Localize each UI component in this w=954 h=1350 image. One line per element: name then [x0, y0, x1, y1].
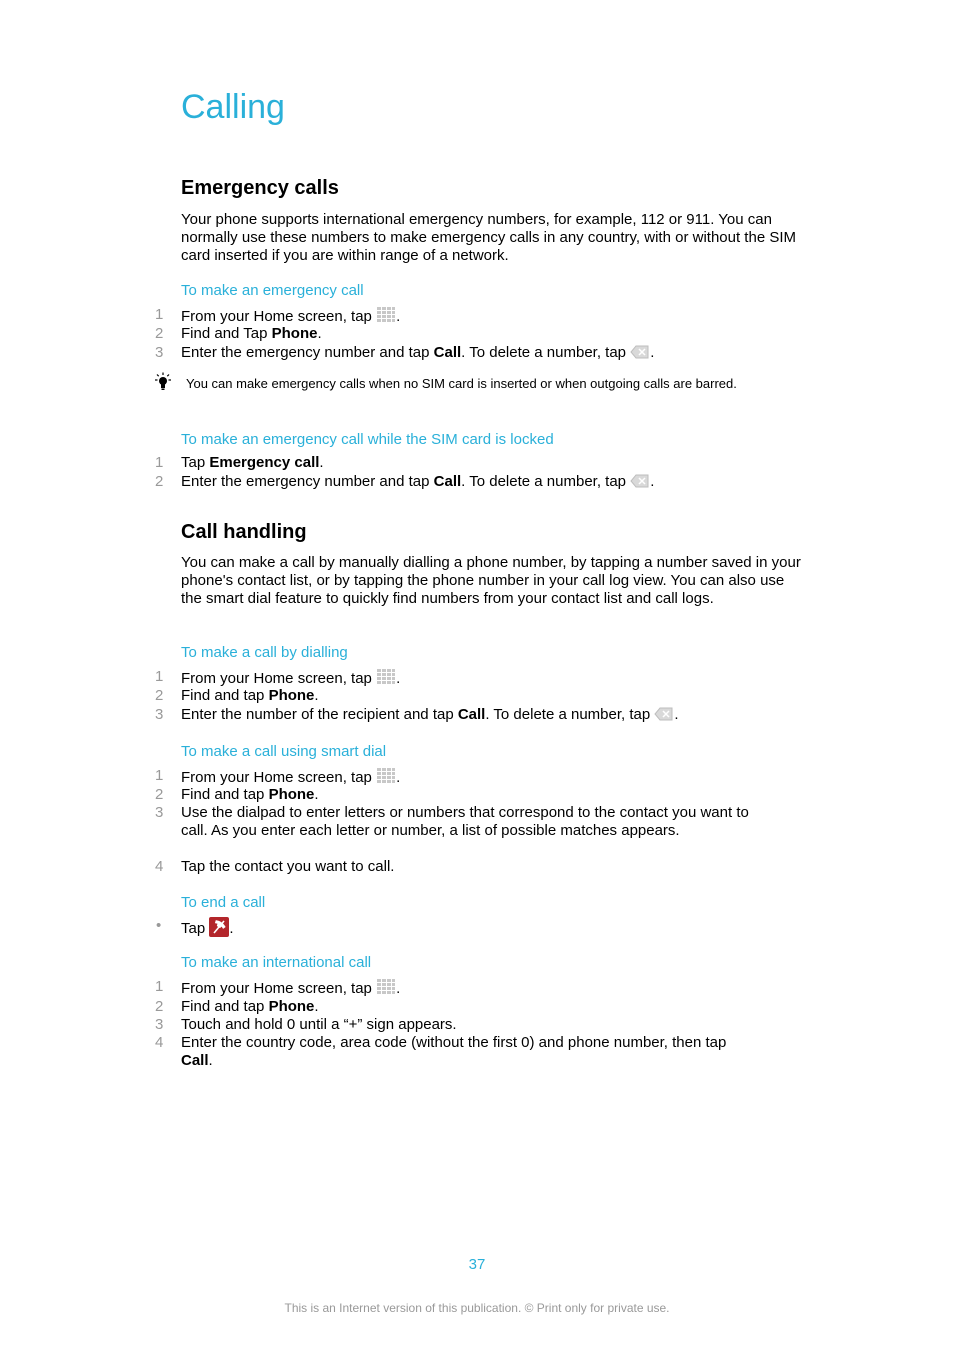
- step-row: [150, 786, 790, 804]
- subheading-call-by-dialling: To make a call by dialling: [181, 644, 348, 661]
- step-number: 1: [155, 668, 164, 685]
- footer-note: This is an Internet version of this publication. © Print only for private use.: [284, 1301, 670, 1315]
- step-row: [150, 767, 790, 787]
- step-number: 4: [155, 1034, 164, 1051]
- step-number: 3: [155, 344, 164, 361]
- step-row: [150, 1034, 750, 1070]
- page-number: 37: [468, 1256, 486, 1273]
- step-text: Enter the emergency number and tap Call. To delete a number, tap .: [181, 473, 655, 490]
- step-number: 2: [155, 998, 164, 1015]
- section-heading-emergency: Emergency calls: [181, 177, 339, 199]
- step-row: [150, 706, 790, 724]
- step-text: Tap Emergency call.: [181, 454, 324, 471]
- step-row: [150, 858, 790, 876]
- step-text: Enter the number of the recipient and tap Call. To delete a number, tap .: [181, 706, 679, 723]
- step-number: 1: [155, 454, 164, 471]
- step-row: [150, 473, 790, 491]
- step-text: From your Home screen, tap .: [181, 308, 401, 325]
- step-row: [150, 917, 790, 938]
- lightbulb-icon: [153, 372, 173, 392]
- step-number: 1: [155, 767, 164, 784]
- subheading-international-call: To make an international call: [181, 954, 372, 971]
- delete-key-icon: [630, 344, 650, 360]
- step-text: Find and tap Phone.: [181, 786, 319, 803]
- step-row: [150, 454, 790, 472]
- step-number: 3: [155, 1016, 164, 1033]
- bullet: •: [156, 917, 162, 934]
- step-number: 4: [155, 858, 164, 875]
- step-number: 2: [155, 473, 164, 490]
- step-text: From your Home screen, tap .: [181, 980, 401, 997]
- grid-apps-icon: [376, 767, 396, 785]
- step-number: 3: [155, 706, 164, 723]
- step-number: 3: [155, 804, 164, 821]
- step-text: Find and tap Phone.: [181, 687, 319, 704]
- step-text: Touch and hold 0 until a “+” sign appears.: [181, 1016, 457, 1033]
- subheading-emergency-call-locked: To make an emergency call while the SIM card is locked: [181, 431, 554, 448]
- step-number: 2: [155, 325, 164, 342]
- step-row: [150, 978, 790, 998]
- subheading-smart-dial: To make a call using smart dial: [181, 743, 387, 760]
- step-number: 2: [155, 786, 164, 803]
- page-title: Calling: [181, 88, 285, 126]
- subheading-make-emergency-call: To make an emergency call: [181, 282, 364, 299]
- step-row: [150, 687, 790, 705]
- delete-key-icon: [654, 706, 674, 722]
- step-text: From your Home screen, tap .: [181, 670, 401, 687]
- step-row: [150, 804, 750, 840]
- step-row: [150, 325, 790, 343]
- step-text: Enter the emergency number and tap Call. To delete a number, tap .: [181, 344, 655, 361]
- step-text: Use the dialpad to enter letters or numbers that correspond to the contact you want to call. As you enter each letter or number, a list of possible matches appears.: [181, 804, 749, 839]
- step-number: 1: [155, 978, 164, 995]
- step-text: Find and Tap Phone.: [181, 325, 322, 342]
- delete-key-icon: [630, 473, 650, 489]
- step-row: [150, 344, 790, 362]
- emergency-intro: Your phone supports international emergency numbers, for example, 112 or 911. You can normally use these numbers to make emergency calls in any country, with or without the SIM card inserted if you are within range of a network.: [181, 211, 796, 264]
- section-heading-call-handling: Call handling: [181, 521, 307, 543]
- grid-apps-icon: [376, 306, 396, 324]
- step-text: Tap .: [181, 917, 790, 938]
- step-row: [150, 668, 790, 688]
- tip-note: You can make emergency calls when no SIM card is inserted or when outgoing calls are barred.: [186, 376, 737, 391]
- step-text: Enter the country code, area code (without the first 0) and phone number, then tap Call.: [181, 1034, 727, 1069]
- step-row: [150, 998, 790, 1016]
- call-handling-intro: You can make a call by manually dialling a phone number, by tapping a number saved in your phone's contact list, or by tapping the phone number in your call log view. You can also use the smart dial feature to quickly find numbers from your contact list and call logs.: [181, 554, 801, 607]
- step-row: [150, 1016, 790, 1034]
- grid-apps-icon: [376, 668, 396, 686]
- step-row: [150, 306, 790, 326]
- step-text: Find and tap Phone.: [181, 998, 319, 1015]
- step-text: Tap the contact you want to call.: [181, 858, 395, 875]
- subheading-end-call: To end a call: [181, 894, 266, 911]
- step-number: 2: [155, 687, 164, 704]
- end-call-icon: [209, 917, 229, 937]
- grid-apps-icon: [376, 978, 396, 996]
- step-number: 1: [155, 306, 164, 323]
- step-text: From your Home screen, tap .: [181, 769, 401, 786]
